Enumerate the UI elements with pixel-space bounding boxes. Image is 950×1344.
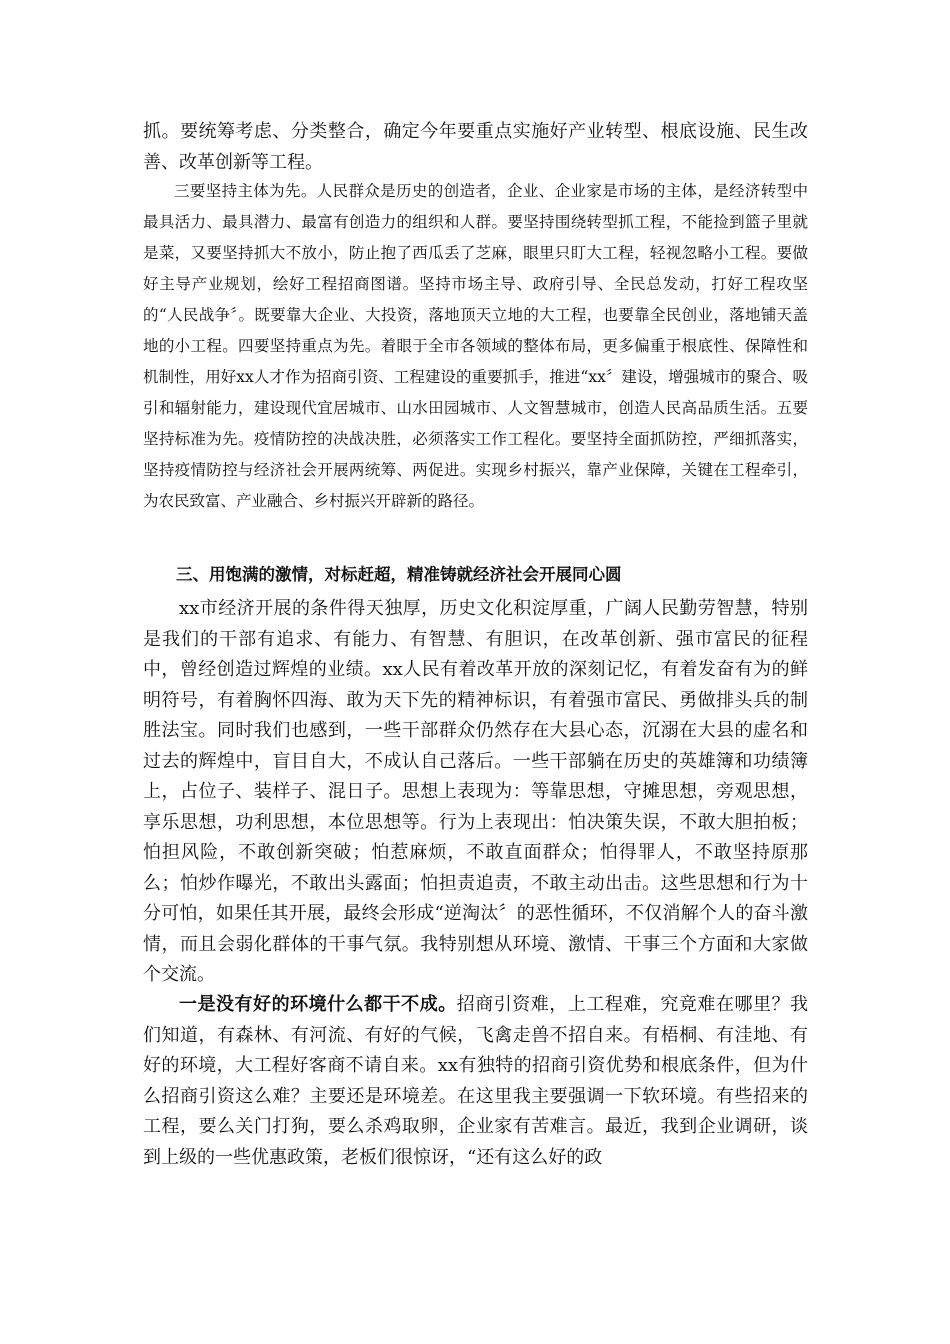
- paragraph-5-lead: 一是没有好的环境什么都干不成。: [179, 994, 457, 1015]
- paragraph-1: 抓。要统筹考虑、分类整合，确定今年要重点实施好产业转型、根底设施、民生改善、改革创新等工程。: [143, 121, 808, 173]
- paragraph-5-body: 招商引资难，上工程难，究竟难在哪里？我们知道，有森林、有河流、有好的气候，飞禽走兽不招自来。有梧桐、有洼地、有好的环境，大工程好客商不请自来。xx有独特的招商引资优势和根底条件，但为什么招商引资这么难？主要还是环境差。在这里我主要强调一下软环境。有些招来的工程，要么关门打狗，要么杀鸡取卵，企业家有苦难言。最近，我到企业调研，谈到上级的一些优惠政策，老板们很惊讶，“还有这么好的政: [143, 994, 809, 1168]
- paragraph-4: xx市经济开展的条件得天独厚，历史文化积淀厚重，广阔人民勤劳智慧，特别是我们的干部有追求、有能力、有智慧、有胆识，在改革创新、强市富民的征程中，曾经创造过辉煌的业绩。xx人民有着改革开放的深刻记忆，有着发奋有为的鲜明符号，有着胸怀四海、敢为天下先的精神标识，有着强市富民、勇做排头兵的制胜法宝。同时我们也感到，一些干部群众仍然存在大县心态，沉溺在大县的虚名和过去的辉煌中，盲目自大，不成认自己落后。一些干部躺在历史的英雄簿和功绩簿上，占位子、装样子、混日子。思想上表现为：等靠思想，守摊思想，旁观思想，享乐思想，功利思想，本位思想等。行为上表现出：怕决策失误，不敢大胆拍板；怕担风险，不敢创新突破；怕惹麻烦，不敢直面群众；怕得罪人，不敢坚持原那么；怕炒作曝光，不敢出头露面；怕担责追责，不敢主动出击。这些思想和行为十分可怕，如果任其开展，最终会形成“逆淘汰〞的恶性循环，不仅消解个人的奋斗激情，而且会弱化群体的干事气氛。我特别想从环境、激情、干事三个方面和大家做个交流。: [143, 598, 808, 985]
- section-heading-3: 三、用饱满的激情，对标赶超，精准铸就经济社会开展同心圆: [176, 565, 622, 584]
- paragraph-5: [143, 990, 808, 1173]
- paragraph-2: 三要坚持主体为先。人民群众是历史的创造者，企业、企业家是市场的主体，是经济转型中最具活力、最具潜力、最富有创造力的组织和人群。要坚持围绕转型抓工程，不能捡到篮子里就是菜，又要坚持抓大不放小，防止抱了西瓜丢了芝麻，眼里只盯大工程，轻视忽略小工程。要做好主导产业规划，绘好工程招商图谱。坚持市场主导、政府引导、全民总发动，打好工程攻坚的“人民战争〞。既要靠大企业、大投资，落地顶天立地的大工程，也要靠全民创业，落地铺天盖地的小工程。四要坚持重点为先。着眼于全市各领域的整体布局，更多偏重于根底性、保障性和机制性，用好xx人才作为招商引资、工程建设的重要抓手，推进“xx〞建设，增强城市的聚合、吸引和辐射能力，建设现代宜居城市、山水田园城市、人文智慧城市，创造人民高品质生活。五要坚持标准为先。疫情防控的决战决胜，必须落实工作工程化。要坚持全面抓防控，严细抓落实，坚持疫情防控与经济社会开展两统筹、两促进。实现乡村振兴，靠产业保障，关键在工程牵引，为农民致富、产业融合、乡村振兴开辟新的路径。: [143, 182, 808, 510]
